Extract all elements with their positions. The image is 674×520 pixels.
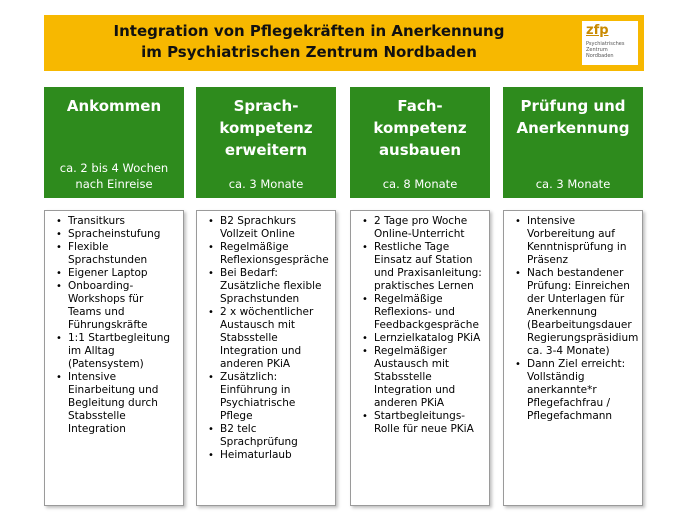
list-item: • Dann Ziel erreicht: Vollständig anerkannte*r Pflegefachfrau / Pflegefachmann (527, 358, 636, 423)
page-title (44, 21, 574, 63)
phase-header-fachkompetenz (350, 87, 490, 198)
bullet-list (512, 215, 639, 423)
phase-title-line: Fach- (397, 97, 443, 115)
phase-title-line: Sprach- (233, 97, 299, 115)
list-item: • 1:1 Startbegleitung im Alltag (Patensystem) (68, 332, 177, 371)
bullet-list (53, 215, 177, 436)
phase-title-line: erweitern (224, 141, 308, 159)
list-item: • Regelmäßige Reflexions- und Feedbackgespräche (374, 293, 483, 332)
list-item: • Onboarding-Workshops für Teams und Führungskräfte (68, 280, 177, 332)
bullet-list (205, 215, 329, 462)
phase-card-fachkompetenz (350, 210, 490, 506)
phase-card-ankommen (44, 210, 184, 506)
duration-line: ca. 2 bis 4 Wochen (59, 161, 169, 175)
phase-title-line: kompetenz (219, 119, 313, 137)
list-item: • Zusätzlich: Einführung in Psychiatrische Pflege (220, 371, 329, 423)
list-item: • Bei Bedarf: Zusätzliche flexible Sprachstunden (220, 267, 329, 306)
list-item: • Intensive Vorbereitung auf Kenntnisprüfung in Präsenz (527, 215, 636, 267)
list-item: • Eigener Laptop (68, 267, 177, 280)
duration-line: ca. 3 Monate (228, 177, 304, 191)
phase-card-pruefung (503, 210, 643, 506)
phase-title-line: ausbauen (378, 141, 462, 159)
list-item: • Startbegleitungs-Rolle für neue PKiA (374, 410, 483, 436)
phase-duration (196, 176, 336, 192)
phase-title-line: kompetenz (373, 119, 467, 137)
phase-duration (44, 160, 184, 192)
zfp-logo (582, 21, 638, 65)
duration-line: ca. 3 Monate (535, 177, 611, 191)
duration-line: nach Einreise (75, 177, 153, 191)
list-item: • Intensive Einarbeitung und Begleitung durch Stabsstelle Integration (68, 371, 177, 436)
list-item: • Nach bestandener Prüfung: Einreichen der Unterlagen für Anerkennung (Bearbeitungsdauer Regierungspräsidium ca. 3-4 Monate) (527, 267, 636, 358)
phase-title-line: Anerkennung (516, 119, 630, 137)
list-item: • Lernzielkatalog PKiA (374, 332, 483, 345)
list-item: • Heimaturlaub (220, 449, 329, 462)
duration-line: ca. 8 Monate (382, 177, 458, 191)
list-item: • Transitkurs (68, 215, 177, 228)
list-item: • 2 x wöchentlicher Austausch mit Stabsstelle Integration und anderen PKiA (220, 306, 329, 371)
title-line-2: im Psychiatrischen Zentrum Nordbaden (141, 43, 477, 61)
phase-title (196, 95, 336, 161)
list-item: • B2 telc Sprachprüfung (220, 423, 329, 449)
phase-title (44, 95, 184, 117)
phase-header-pruefung (503, 87, 643, 198)
list-item: • Flexible Sprachstunden (68, 241, 177, 267)
phase-header-sprachkompetenz (196, 87, 336, 198)
list-item: • 2 Tage pro Woche Online-Unterricht (374, 215, 483, 241)
logo-subtitle (586, 41, 634, 59)
bullet-list (359, 215, 483, 436)
phase-title-line: Ankommen (66, 97, 162, 115)
phase-title (350, 95, 490, 161)
list-item: • Regelmäßige Reflexionsgespräche (220, 241, 329, 267)
logo-mark: zfp (586, 23, 609, 38)
phase-duration (350, 176, 490, 192)
title-banner (44, 15, 644, 71)
logo-sub-line-2: Nordbaden (586, 53, 614, 59)
phase-header-ankommen (44, 87, 184, 198)
phase-duration (503, 176, 643, 192)
phase-title (503, 95, 643, 139)
title-line-1: Integration von Pflegekräften in Anerkennung (113, 22, 505, 40)
list-item: • B2 Sprachkurs Vollzeit Online (220, 215, 329, 241)
logo-sub-line-1: Psychiatrisches Zentrum (586, 41, 625, 53)
list-item: • Restliche Tage Einsatz auf Station und Praxisanleitung: praktisches Lernen (374, 241, 483, 293)
list-item: • Spracheinstufung (68, 228, 177, 241)
phase-card-sprachkompetenz (196, 210, 336, 506)
list-item: • Regelmäßiger Austausch mit Stabsstelle Integration und anderen PKiA (374, 345, 483, 410)
phase-title-line: Prüfung und (520, 97, 626, 115)
